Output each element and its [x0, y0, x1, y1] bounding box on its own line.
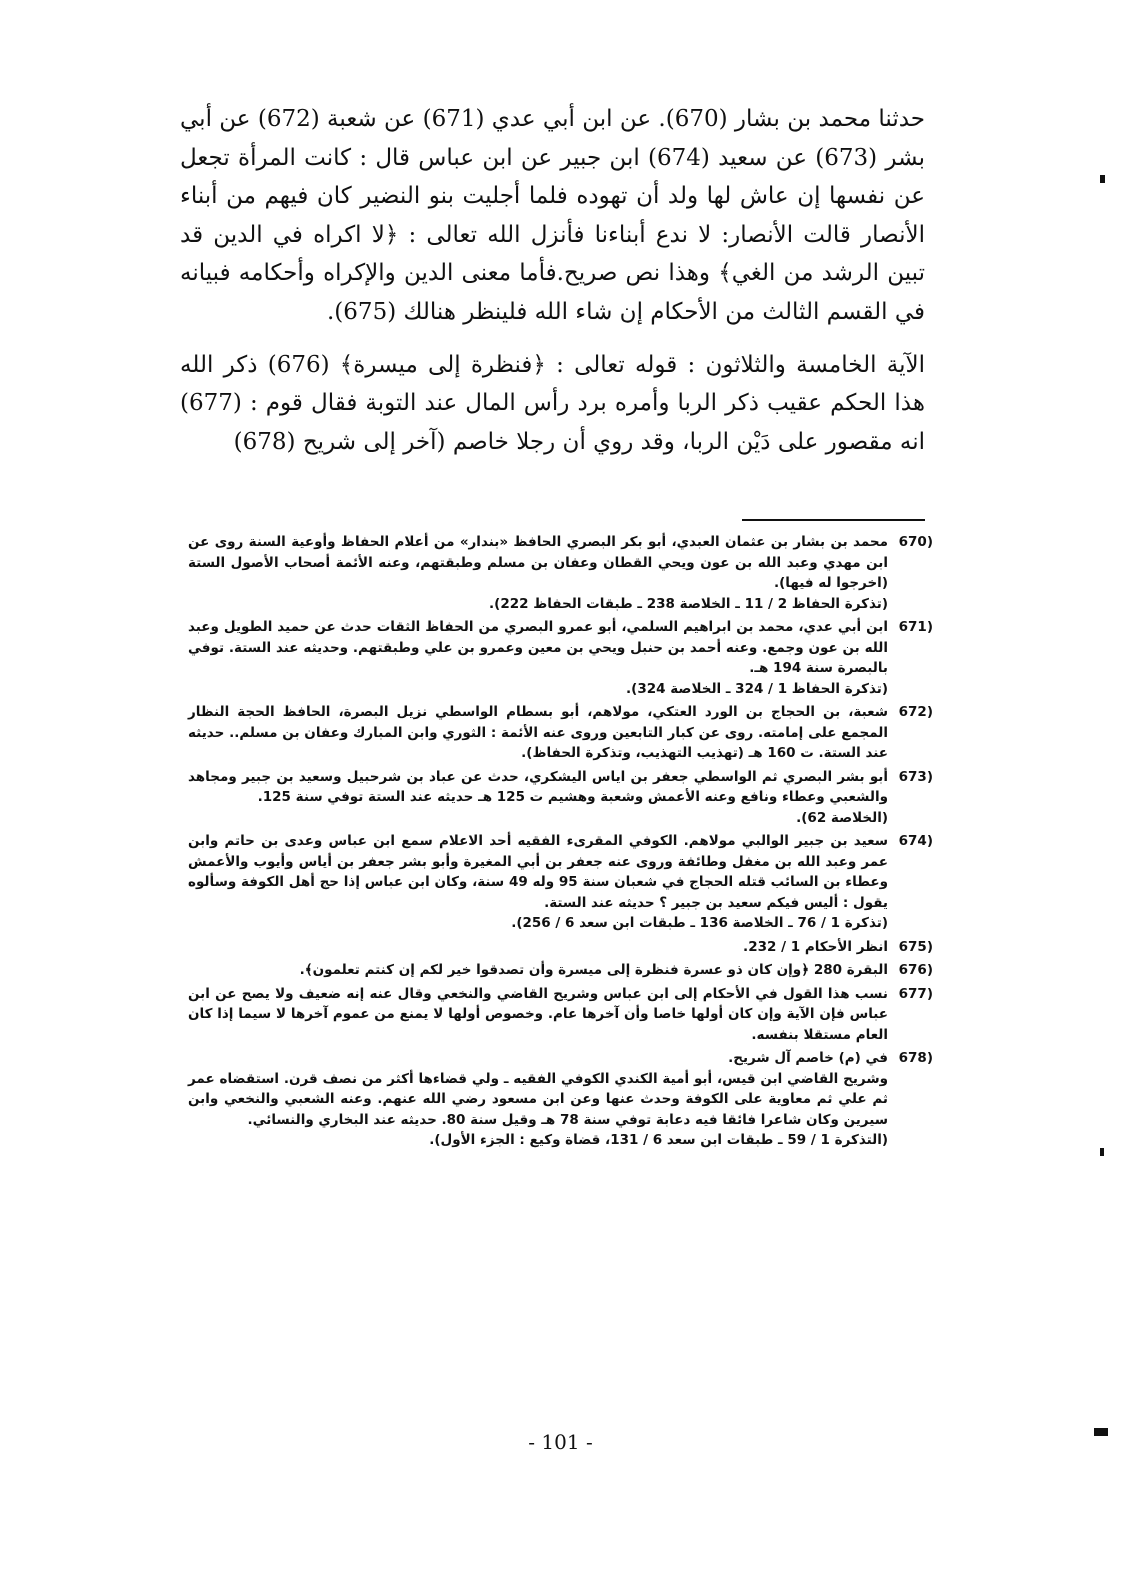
footnote-line: (تذكرة 1 / 76 ـ الخلاصة 136 ـ طبقات ابن سعد 6 / 256). [511, 915, 888, 931]
footnote [188, 767, 933, 829]
footnote-text [188, 617, 888, 699]
footnote-line: (تذكرة الحفاظ 1 / 324 ـ الخلاصة 324). [626, 680, 888, 697]
footnote-number: 672) [898, 704, 933, 720]
footnotes [188, 532, 933, 1154]
footnote-text [188, 767, 888, 829]
footnote-line: محمد بن بشار بن عثمان العبدي، أبو بكر البصري الحافظ «بندار» من أعلام الحفاظ وأوعية السنة روى عن ابن مهدي وعبد الله بن عون ويحي القطان وعفان بن مسلم وطبقتهم، وعنه الأئمة أصحاب الأصول الستة (اخرجوا له فيها). [188, 534, 888, 591]
footnote-number: 671) [898, 619, 933, 635]
footnote-line: وشريح القاضي ابن قيس، أبو أمية الكندي الكوفي الفقيه ـ ولي قضاءها أكثر من نصف قرن. استقضاه عمر ثم علي ثم معاوية على الكوفة وحدث عنها وعن ابن مسعود رضي الله عنهم. وعنه الشعبي والنخعي وابن سيرين وكان شاعرا فائقا فيه دعابة توفي سنة 78 هـ وقيل سنة 80. حديثه عند البخاري والنسائي. [188, 1070, 888, 1128]
footnote-text [188, 1048, 888, 1151]
main-paragraph-2: الآية الخامسة والثلاثون : قوله تعالى : ﴿فنظرة إلى ميسرة﴾ (676) ذكر الله هذا الحكم عقيب ذكر الربا وأمره برد رأس المال عند التوبة فقال قوم : (677) انه مقصور على دَيْن الربا، وقد روي أن رجلا خاصم (آخر إلى شريح (678) [180, 351, 925, 455]
footnote-number: 678) [898, 1050, 933, 1066]
footnote-number: 675) [898, 938, 933, 955]
footnote-number: 676) [898, 962, 933, 978]
footnote-text [188, 702, 888, 764]
footnote-line: (الخلاصة 62). [796, 809, 888, 826]
footnote [188, 960, 933, 981]
footnote-text [188, 960, 888, 981]
footnote-text [188, 532, 888, 614]
footnote-line: ابن أبي عدي، محمد بن ابراهيم السلمي، أبو عمرو البصري من الحفاظ الثقات حدث عن حميد الطويل وعبد الله بن عون وجمع. وعنه أحمد بن حنبل ويحي بن معين وعمرو بن علي وطبقتهم. وحديثه عند الستة. توفي بالبصرة سنة 194 هـ. [188, 619, 888, 676]
footnote [188, 702, 933, 764]
footnote-line: في (م) خاصم آل شريح. [728, 1050, 888, 1066]
footnote-line: انظر الأحكام 1 / 232. [743, 938, 888, 955]
footnote [188, 1048, 933, 1151]
main-paragraph-1: حدثنا محمد بن بشار (670). عن ابن أبي عدي (671) عن شعبة (672) عن أبي بشر (673) عن سعيد (674) ابن جبير عن ابن عباس قال : كانت المرأة تجعل عن نفسها إن عاش لها ولد أن تهوده فلما أجليت بنو النضير كان فيهم من أبناء الأنصار قالت الأنصار: لا ندع أبناءنا فأنزل الله تعالى : ﴿لا اكراه في الدين قد تبين الرشد من الغي﴾ وهذا نص صريح.فأما معنى الدين والإكراه وأحكامه فبيانه في القسم الثالث من الأحكام إن شاء الله فلينظر هنالك (675). [180, 106, 926, 325]
footnote-line: (التذكرة 1 / 59 ـ طبقات ابن سعد 6 / 131، قضاة وكيع : الجزء الأول). [429, 1132, 888, 1148]
footnote-text [188, 937, 888, 958]
footnote-separator [742, 519, 925, 521]
footnote [188, 937, 933, 958]
footnote-number: 673) [898, 768, 933, 785]
footnote-line: أبو بشر البصري ثم الواسطي جعفر بن اياس اليشكري، حدث عن عباد بن شرحبيل وسعيد بن جبير ومجاهد والشعبي وعطاء ونافع وعنه الأعمش وشعبة وهشيم ت 125 هـ حديثه عند الستة توفي سنة 125. [188, 768, 888, 805]
footnote [188, 984, 933, 1046]
footnote-number: 674) [898, 833, 933, 849]
footnote-line: نسب هذا القول في الأحكام إلى ابن عباس وشريح القاضي والنخعي وقال عنه إنه ضعيف ولا يصح عن ابن عباس فإن الآية وإن كان أولها خاصا وأن آخرها عام. وخصوص أولها لا يمنع من عموم آخرها لا سيما إذا كان العام مستقلا بنفسه. [188, 985, 888, 1043]
footnote-line: شعبة، بن الحجاج بن الورد العتكي، مولاهم، أبو بسطام الواسطي نزيل البصرة، الحافظ الحجة النظار المجمع على إمامته. روى عن كبار التابعين وروى عنه الأئمة : الثوري وابن المبارك وعفان بن مسلم.. حديثه عند الستة. ت 160 هـ (تهذيب التهذيب، وتذكرة الحفاظ). [188, 704, 888, 761]
footnote [188, 617, 933, 699]
footnote-text [188, 984, 888, 1046]
footnote [188, 532, 933, 614]
footnote-number: 677) [898, 985, 933, 1002]
scan-mark [1100, 1148, 1104, 1156]
footnote-line: سعيد بن جبير الوالبي مولاهم. الكوفي المقرىء الفقيه أحد الاعلام سمع ابن عباس وعدى بن حاتم وابن عمر وعبد الله بن مغفل وطائفة وروى عنه جعفر بن أبي المغيرة وأبو بشر جعفر بن أياس وأيوب والأعمش وعطاء بن السائب قتله الحجاج في شعبان سنة 95 وله 49 سنة، وكان ابن عباس إذا حج أهل الكوفة وسألوه يقول : أليس فيكم سعيد بن جبير ؟ حديثه عند الستة. [188, 833, 888, 911]
footnote [188, 831, 933, 934]
footnote-number: 670) [898, 534, 933, 550]
main-text [180, 100, 925, 461]
footnote-text [188, 831, 888, 934]
scan-mark [1094, 1428, 1108, 1436]
page-number: - 101 - [528, 1430, 593, 1454]
footnote-line: (تذكرة الحفاظ 2 / 11 ـ الخلاصة 238 ـ طبقات الحفاظ 222). [489, 595, 888, 612]
scan-mark [1100, 175, 1105, 183]
footnote-line: البقرة 280 ﴿وإن كان ذو عسرة فنظرة إلى ميسرة وأن تصدقوا خير لكم إن كنتم تعلمون﴾. [299, 962, 888, 978]
